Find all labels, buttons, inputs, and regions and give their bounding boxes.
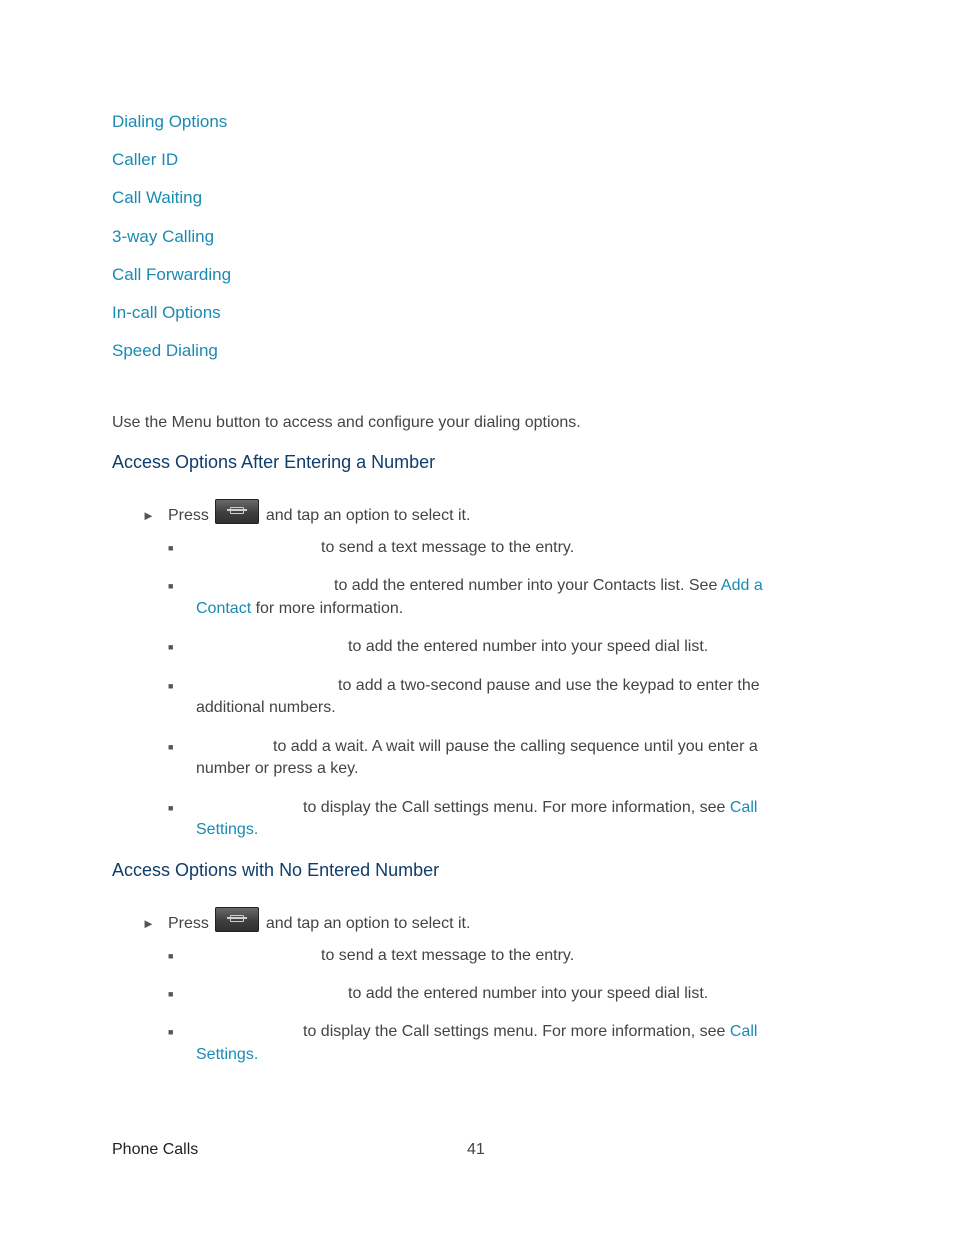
square-bullet-icon: ■	[168, 742, 174, 752]
section2-item-3	[303, 1021, 757, 1043]
square-bullet-icon: ■	[168, 1027, 174, 1037]
triangle-right-icon: ►	[142, 508, 155, 523]
section2-heading: Access Options with No Entered Number	[112, 860, 440, 880]
footer-page-number: 41	[467, 1141, 485, 1158]
section1-item-5-cont: number or press a key.	[196, 760, 359, 777]
square-bullet-icon: ■	[168, 681, 174, 691]
press-label: Press	[168, 915, 209, 932]
item-text: to display the Call settings menu. For more information, see	[303, 1023, 726, 1040]
menu-button-icon	[215, 499, 259, 524]
square-bullet-icon: ■	[168, 543, 174, 553]
link-add-contact-cont[interactable]: Contact	[196, 600, 252, 617]
toc-link-3way-calling[interactable]: 3-way Calling	[112, 227, 215, 246]
section1-item-4: to add a two-second pause and use the keypad to enter the	[338, 677, 760, 694]
footer-section-title: Phone Calls	[112, 1141, 199, 1158]
toc-link-call-forwarding[interactable]: Call Forwarding	[112, 265, 232, 284]
menu-button-icon	[215, 907, 259, 932]
toc-link-in-call-options[interactable]: In-call Options	[112, 303, 221, 322]
toc-link-dialing-options[interactable]: Dialing Options	[112, 112, 228, 131]
triangle-right-icon: ►	[142, 916, 155, 931]
section1-press-instruction	[142, 499, 470, 527]
intro-paragraph: Use the Menu button to access and configure your dialing options.	[112, 414, 581, 431]
section2-item-2: to add the entered number into your speed dial list.	[348, 985, 709, 1002]
section1-item-3: to add the entered number into your speed dial list.	[348, 638, 709, 655]
section1-item-1: to send a text message to the entry.	[321, 539, 575, 556]
section1-item-6-cont	[196, 819, 258, 841]
item-text: to display the Call settings menu. For more information, see	[303, 799, 726, 816]
square-bullet-icon: ■	[168, 951, 174, 961]
toc-link-caller-id[interactable]: Caller ID	[112, 150, 179, 169]
section1-item-6	[303, 797, 757, 819]
square-bullet-icon: ■	[168, 581, 174, 591]
section1-item-5: to add a wait. A wait will pause the calling sequence until you enter a	[273, 738, 758, 755]
section2-item-3-cont	[196, 1044, 258, 1066]
link-call-settings[interactable]: Call	[729, 1023, 758, 1040]
square-bullet-icon: ■	[168, 989, 174, 999]
link-call-settings[interactable]: Call	[729, 799, 758, 816]
link-call-settings-cont[interactable]: Settings.	[196, 1046, 259, 1063]
square-bullet-icon: ■	[168, 803, 174, 813]
section1-item-2	[334, 575, 763, 597]
toc-link-speed-dialing[interactable]: Speed Dialing	[112, 341, 218, 360]
item-cont-text: for more information.	[251, 600, 404, 617]
toc-link-call-waiting[interactable]: Call Waiting	[112, 188, 203, 207]
press-after-text: and tap an option to select it.	[265, 507, 471, 524]
section1-item-4-cont: additional numbers.	[196, 699, 336, 716]
link-call-settings-cont[interactable]: Settings.	[196, 821, 259, 838]
press-after-text: and tap an option to select it.	[265, 915, 471, 932]
link-add-contact[interactable]: Add a	[720, 577, 763, 594]
press-label: Press	[168, 507, 209, 524]
section2-item-1: to send a text message to the entry.	[321, 947, 575, 964]
section1-heading: Access Options After Entering a Number	[112, 452, 436, 472]
section2-press-instruction	[142, 907, 470, 935]
section1-item-2-cont	[196, 598, 403, 620]
item-text: to add the entered number into your Contacts list. See	[334, 577, 718, 594]
square-bullet-icon: ■	[168, 642, 174, 652]
